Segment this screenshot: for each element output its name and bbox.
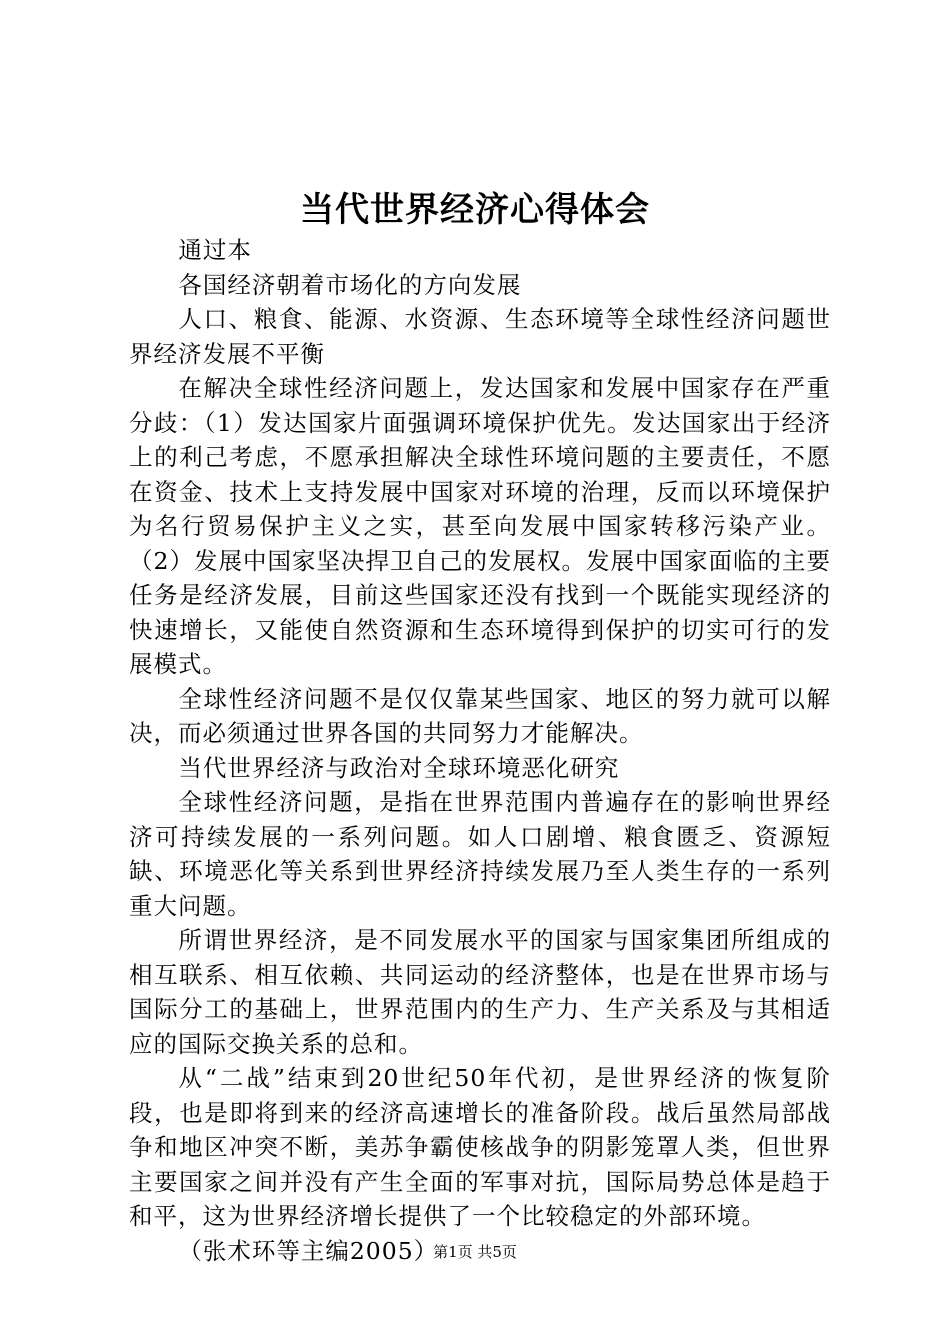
document-body — [129, 233, 831, 1268]
paragraph: 在解决全球性经济问题上，发达国家和发展中国家存在严重分歧：（1）发达国家片面强调环境保护优先。发达国家出于经济上的利己考虑，不愿承担解决全球性环境问题的主要责任，不愿在资金、技术上支持发展中国家对环境的治理，反而以环境保护为名行贸易保护主义之实，甚至向发展中国家转移污染产业。（2）发展中国家坚决捍卫自己的发展权。发展中国家面临的主要任务是经济发展，目前这些国家还没有找到一个既能实现经济的快速增长，又能使自然资源和生态环境得到保护的切实可行的发展模式。 — [129, 374, 831, 678]
paragraph: 从“二战”结束到20世纪50年代初，是世界经济的恢复阶段，也是即将到来的经济高速增长的准备阶段。战后虽然局部战争和地区冲突不断，美苏争霸使核战争的阴影笼罩人类，但世界主要国家之间并没有产生全面的军事对抗，国际局势总体是趋于和平，这为世界经济增长提供了一个比较稳定的外部环境。 — [129, 1064, 831, 1230]
document-title: 当代世界经济心得体会 — [300, 190, 650, 230]
paragraph: 当代世界经济与政治对全球环境恶化研究 — [178, 753, 620, 782]
citation: （张术环等主编2005） — [178, 1236, 439, 1265]
paragraph: 全球性经济问题，是指在世界范围内普遍存在的影响世界经济可持续发展的一系列问题。如人口剧增、粮食匮乏、资源短缺、环境恶化等关系到世界经济持续发展乃至人类生存的一系列重大问题。 — [129, 788, 831, 920]
paragraph: 全球性经济问题不是仅仅靠某些国家、地区的努力就可以解决，而必须通过世界各国的共同努力才能解决。 — [129, 684, 831, 747]
page-number-footer: 第1页 共5页 — [433, 1243, 517, 1261]
paragraph: 通过本 — [178, 236, 252, 264]
paragraph: 各国经济朝着市场化的方向发展 — [178, 270, 522, 299]
paragraph: 所谓世界经济，是不同发展水平的国家与国家集团所组成的相互联系、相互依赖、共同运动的经济整体，也是在世界市场与国际分工的基础上，世界范围内的生产力、生产关系及与其相适应的国际交换关系的总和。 — [129, 926, 831, 1058]
paragraph: 人口、粮食、能源、水资源、生态环境等全球性经济问题世界经济发展不平衡 — [129, 305, 831, 368]
